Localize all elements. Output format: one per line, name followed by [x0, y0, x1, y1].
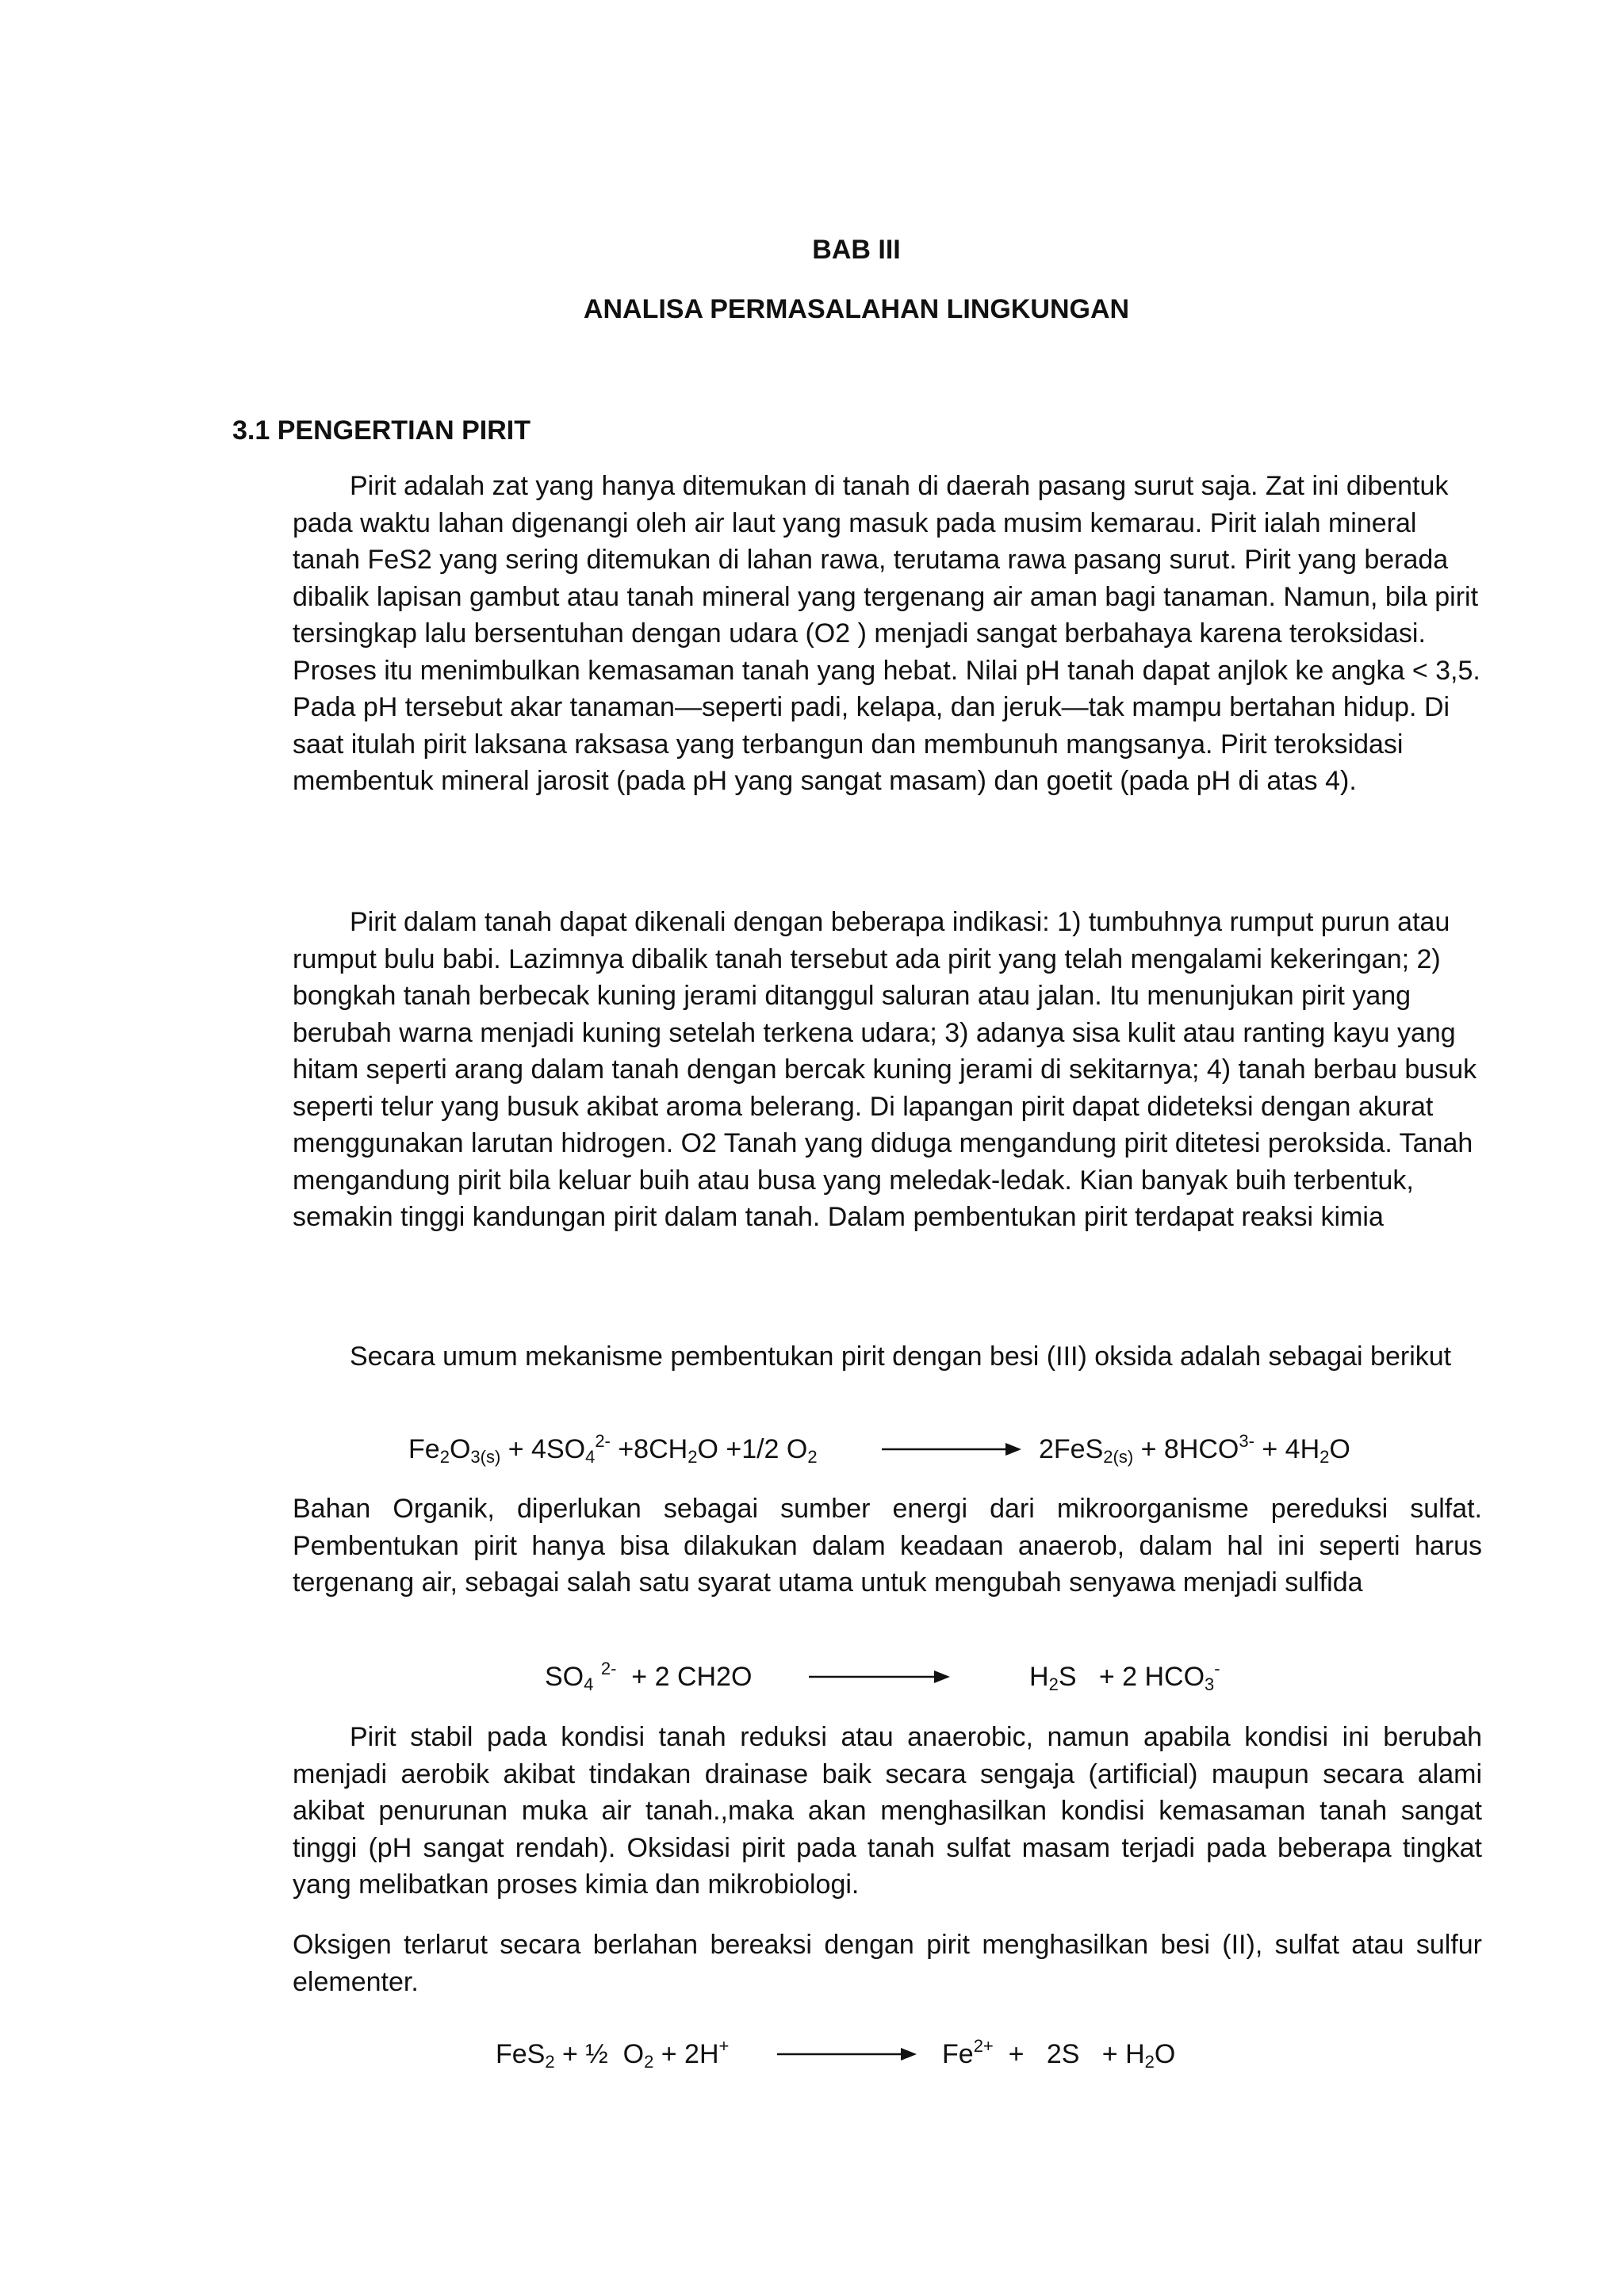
paragraph-mechanism-intro: Secara umum mekanisme pembentukan pirit dengan besi (III) oksida adalah sebagai berikut	[350, 1341, 1452, 1372]
formula-text: + 8HCO	[1133, 1434, 1239, 1464]
paragraph-oxygen-reaction: Oksigen terlarut secara berlahan bereaksi dengan pirit menghasilkan besi (II), sulfat atau sulfur elementer.	[293, 1930, 1482, 1997]
chapter-number: BAB III	[812, 235, 901, 265]
equation-3-products	[942, 2036, 1175, 2072]
section-heading: 3.1 PENGERTIAN PIRIT	[232, 415, 530, 446]
formula-text: +8CH	[610, 1434, 688, 1464]
superscript: +	[718, 2036, 730, 2056]
formula-text: 2FeS	[1039, 1434, 1104, 1464]
equation-1-products	[1039, 1431, 1350, 1468]
formula-text: Fe	[408, 1434, 440, 1464]
subscript: 2	[644, 2052, 654, 2072]
equation-2-reactants	[545, 1659, 752, 1695]
paragraph-indications: Pirit dalam tanah dapat dikenali dengan beberapa indikasi: 1) tumbuhnya rumput purun atau rumput bulu babi. Lazimnya dibalik tanah tersebut ada pirit yang telah mengalami kekeringan; 2) bongkah tanah berbecak kuning jerami ditanggul saluran atau jalan. Itu menunjukan pirit yang berubah warna menjadi kuning setelah terkena udara; 3) adanya sisa kulit atau ranting kayu yang hitam seperti arang dalam tanah dengan bercak kuning jerami di sekitarnya; 4) tanah berbau busuk seperti telur yang busuk akibat aroma belerang. Di lapangan pirit dapat dideteksi dengan akurat menggunakan larutan hidrogen. O2 Tanah yang diduga mengandung pirit ditetesi peroksida. Tanah mengandung pirit bila keluar buih atau busa yang meledak-ledak. Kian banyak buih terbentuk, semakin tinggi kandungan pirit dalam tanah. Dalam pembentukan pirit terdapat reaksi kimia	[293, 907, 1477, 1232]
formula-text: Fe	[942, 2039, 974, 2069]
subscript: 2	[688, 1447, 698, 1467]
formula-text: O	[449, 1434, 471, 1464]
formula-text: + 4SO	[500, 1434, 586, 1464]
equation-2-products	[1029, 1659, 1220, 1695]
superscript: 2+	[973, 2036, 994, 2056]
subscript: 4	[584, 1674, 594, 1694]
formula-text: H	[1029, 1662, 1049, 1692]
equation-1-reactants	[408, 1431, 818, 1468]
formula-text: FeS	[496, 2039, 546, 2069]
superscript: 2-	[595, 1431, 611, 1451]
subscript: 2	[439, 1447, 450, 1467]
formula-text: O +1/2 O	[697, 1434, 808, 1464]
equation-3-reactants	[496, 2036, 729, 2072]
formula-text: + 2S + H	[993, 2039, 1145, 2069]
chapter-title: ANALISA PERMASALAHAN LINGKUNGAN	[583, 294, 1130, 324]
paragraph-pyrite-stability: Pirit stabil pada kondisi tanah reduksi atau anaerobic, namun apabila kondisi ini berubah menjadi aerobik akibat tindakan drainase baik secara sengaja (artificial) maupun secara alami akibat penurunan muka air tanah.,maka akan menghasilkan kondisi kemasaman tanah sangat tinggi (pH sangat rendah). Oksidasi pirit pada tanah sulfat masam terjadi pada beberapa tingkat yang melibatkan proses kimia dan mikrobiologi.	[293, 1722, 1482, 1900]
subscript: 3(s)	[470, 1447, 501, 1467]
subscript: 3	[1205, 1674, 1215, 1694]
subscript: 2	[1144, 2052, 1155, 2072]
formula-text: S + 2 HCO	[1058, 1662, 1205, 1692]
subscript: 4	[585, 1447, 596, 1467]
formula-text: + ½ O	[554, 2039, 645, 2069]
formula-text: + 2 CH2O	[616, 1662, 753, 1692]
superscript: -	[1214, 1659, 1220, 1678]
formula-text: O	[1154, 2039, 1176, 2069]
formula-text	[593, 1662, 600, 1692]
superscript: 3-	[1239, 1431, 1254, 1451]
reaction-arrow-icon	[809, 1667, 952, 1686]
subscript: 2	[545, 2052, 555, 2072]
superscript: 2-	[600, 1659, 617, 1678]
subscript: 2	[807, 1447, 818, 1467]
formula-text: SO	[545, 1662, 584, 1692]
subscript: 2	[1320, 1447, 1330, 1467]
subscript: 2(s)	[1103, 1447, 1134, 1467]
formula-text: + 4H	[1254, 1434, 1320, 1464]
reaction-arrow-icon	[882, 1440, 1025, 1459]
paragraph-definition: Pirit adalah zat yang hanya ditemukan di tanah di daerah pasang surut saja. Zat ini dibentuk pada waktu lahan digenangi oleh air laut yang masuk pada musim kemarau. Pirit ialah mineral tanah FeS2 yang sering ditemukan di lahan rawa, terutama rawa pasang surut. Pirit yang berada dibalik lapisan gambut atau tanah mineral yang tergenang air aman bagi tanaman. Namun, bila pirit tersingkap lalu bersentuhan dengan udara (O2 ) menjadi sangat berbahaya karena teroksidasi. Proses itu menimbulkan kemasaman tanah yang hebat. Nilai pH tanah dapat anjlok ke angka < 3,5. Pada pH tersebut akar tanaman—seperti padi, kelapa, dan jeruk—tak mampu bertahan hidup. Di saat itulah pirit laksana raksasa yang terbangun dan membunuh mangsanya. Pirit teroksidasi membentuk mineral jarosit (pada pH yang sangat masam) dan goetit (pada pH di atas 4).	[293, 471, 1480, 796]
reaction-arrow-icon	[777, 2045, 920, 2064]
paragraph-organic-matter: Bahan Organik, diperlukan sebagai sumber energi dari mikroorganisme pereduksi sulfat. Pembentukan pirit hanya bisa dilakukan dalam keadaan anaerob, dalam hal ini seperti harus tergenang air, sebagai salah satu syarat utama untuk mengubah senyawa menjadi sulfida	[293, 1494, 1482, 1598]
formula-text: O	[1329, 1434, 1350, 1464]
formula-text: + 2H	[653, 2039, 719, 2069]
subscript: 2	[1048, 1674, 1059, 1694]
